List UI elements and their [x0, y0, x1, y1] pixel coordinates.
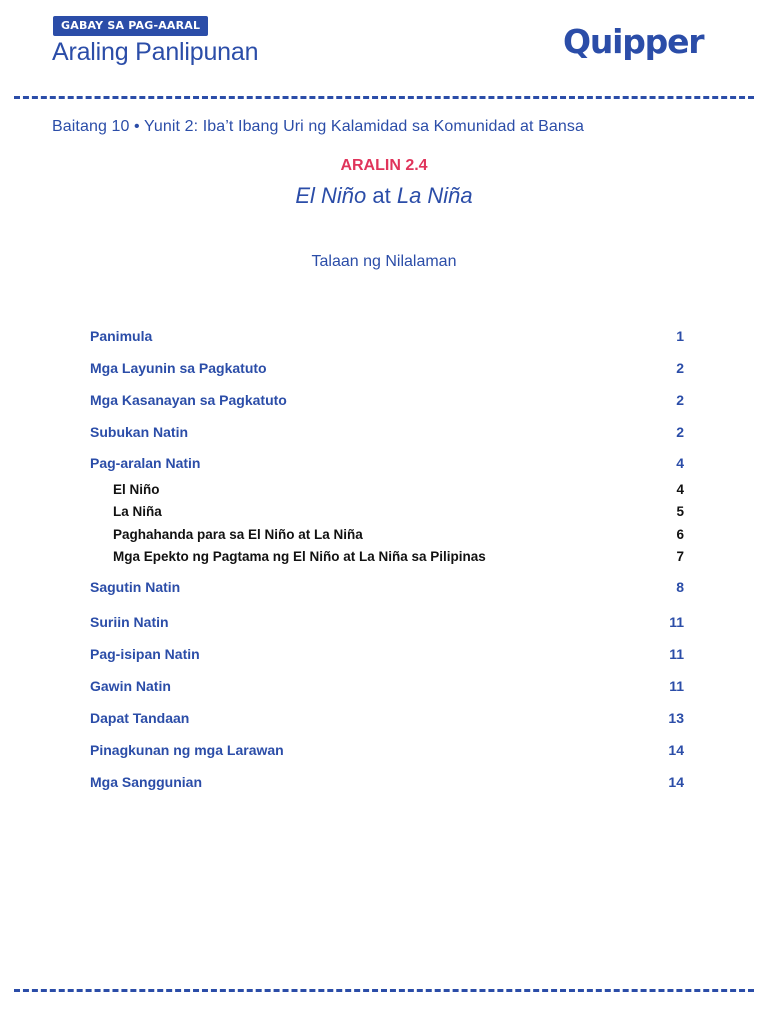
toc-entry-page: 2	[676, 424, 684, 440]
top-dashed-divider	[14, 96, 754, 99]
toc-entry-gawin[interactable]	[90, 670, 684, 702]
toc-subentry-page: 4	[676, 481, 684, 497]
toc-entry-page: 2	[676, 392, 684, 408]
toc-entry-page: 4	[676, 455, 684, 471]
toc-entry-sagutin[interactable]	[90, 568, 684, 606]
toc-entry-page: 2	[676, 360, 684, 376]
toc-entry-layunin[interactable]	[90, 352, 684, 384]
toc-entry-page: 13	[668, 710, 684, 726]
lesson-title-la-nina: La Niña	[396, 183, 473, 208]
toc-entry-panimula[interactable]	[90, 320, 684, 352]
toc-subentry-la-nina[interactable]	[90, 501, 684, 524]
toc-entry-subukan[interactable]	[90, 416, 684, 448]
quipper-logo: Quipper	[563, 22, 704, 61]
toc-entry-pag-aralan[interactable]	[90, 448, 684, 478]
toc-entry-label: Mga Layunin sa Pagkatuto	[90, 360, 267, 376]
toc-entry-pinagkunan[interactable]	[90, 734, 684, 766]
toc-entry-label: Suriin Natin	[90, 614, 169, 630]
toc-entry-label: Sagutin Natin	[90, 579, 181, 595]
toc-entry-page: 14	[668, 742, 684, 758]
toc-entry-label: Dapat Tandaan	[90, 710, 190, 726]
table-of-contents	[90, 320, 684, 798]
toc-subentry-page: 5	[676, 504, 684, 520]
toc-subentry-page: 7	[676, 549, 684, 565]
breadcrumb: Baitang 10 • Yunit 2: Iba’t Ibang Uri ng Kalamidad sa Komunidad at Bansa	[52, 118, 584, 135]
toc-entry-page: 11	[669, 646, 684, 662]
toc-subentry-label: El Niño	[113, 481, 160, 497]
toc-entry-sanggunian[interactable]	[90, 766, 684, 798]
toc-title: Talaan ng Nilalaman	[311, 253, 457, 270]
toc-entry-label: Mga Sanggunian	[90, 774, 202, 790]
toc-subentry-label: La Niña	[113, 504, 162, 520]
lesson-title	[0, 183, 768, 209]
toc-entry-label: Subukan Natin	[90, 424, 189, 440]
toc-subentry-label: Mga Epekto ng Pagtama ng El Niño at La Niña sa Pilipinas	[113, 549, 486, 565]
toc-entry-page: 14	[668, 774, 684, 790]
study-guide-badge: GABAY SA PAG-AARAL	[53, 16, 208, 36]
toc-entry-label: Pag-aralan Natin	[90, 455, 201, 471]
bottom-dashed-divider	[14, 989, 754, 992]
toc-entry-page: 11	[669, 678, 684, 694]
toc-entry-label: Panimula	[90, 328, 153, 344]
toc-subentry-label: Paghahanda para sa El Niño at La Niña	[113, 526, 363, 542]
subject-title: Araling Panlipunan	[52, 38, 259, 66]
toc-entry-pag-isipan[interactable]	[90, 638, 684, 670]
toc-subentry-paghahanda[interactable]	[90, 523, 684, 546]
lesson-number: ARALIN 2.4	[340, 157, 428, 174]
lesson-title-conjunction: at	[366, 183, 397, 208]
toc-entry-page: 11	[669, 614, 684, 630]
lesson-title-el-nino: El Niño	[295, 183, 367, 208]
toc-entry-label: Pinagkunan ng mga Larawan	[90, 742, 284, 758]
toc-entry-suriin[interactable]	[90, 606, 684, 638]
toc-entry-kasanayan[interactable]	[90, 384, 684, 416]
toc-entry-dapat-tandaan[interactable]	[90, 702, 684, 734]
toc-entry-label: Mga Kasanayan sa Pagkatuto	[90, 392, 287, 408]
toc-subentry-page: 6	[676, 526, 684, 542]
toc-entry-label: Pag-isipan Natin	[90, 646, 200, 662]
toc-entry-page: 1	[676, 328, 684, 344]
toc-subentry-epekto[interactable]	[90, 546, 684, 569]
toc-entry-page: 8	[676, 579, 684, 595]
toc-entry-label: Gawin Natin	[90, 678, 171, 694]
toc-subentry-el-nino[interactable]	[90, 478, 684, 501]
